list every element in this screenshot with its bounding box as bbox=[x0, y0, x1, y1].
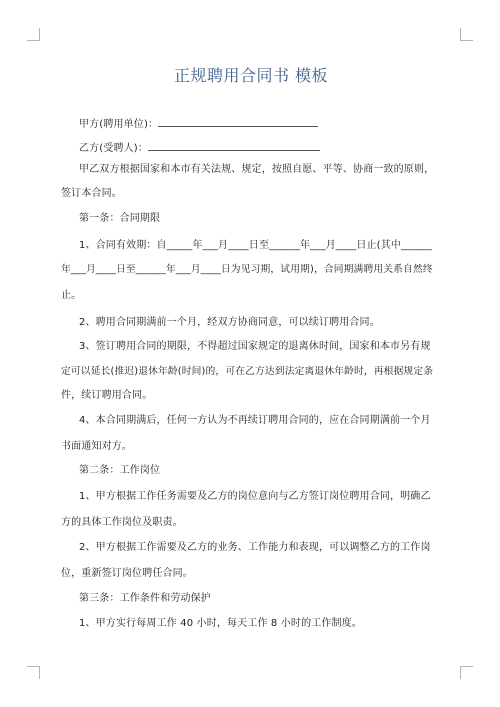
crop-mark-bottom-left bbox=[27, 666, 40, 679]
paragraph-line: 定可以延长(推迟)退休年龄(时间)的，可在乙方达到法定离退休年龄时，再根据规定条 bbox=[61, 366, 434, 377]
paragraph-line: 1、合同有效期：自_____年___月____日至______年___月____日止(其中______ bbox=[79, 240, 432, 251]
party-b-line bbox=[79, 140, 441, 156]
article-heading: 第二条：工作岗位 bbox=[79, 465, 161, 476]
crop-mark-top-right bbox=[460, 28, 473, 41]
paragraph-line: 件，续订聘用合同。 bbox=[61, 390, 153, 401]
paragraph-line: 甲乙双方根据国家和本市有关法规、规定，按照自愿、平等、协商一致的原则， bbox=[79, 164, 435, 175]
party-b-label: 乙方(受聘人)： bbox=[79, 143, 149, 154]
document-title: 正规聘用合同书 模板 bbox=[173, 66, 329, 85]
crop-mark-bottom-right bbox=[460, 666, 473, 679]
party-a-blank[interactable] bbox=[158, 116, 318, 127]
paragraph-line: 签订本合同。 bbox=[61, 188, 122, 199]
paragraph-line: 2、甲方根据工作需要及乙方的业务、工作能力和表现，可以调整乙方的工作岗 bbox=[79, 542, 431, 553]
article-heading: 第一条：合同期限 bbox=[79, 213, 161, 224]
paragraph-line: 1、甲方实行每周工作 40 小时，每天工作 8 小时的工作制度。 bbox=[79, 618, 362, 629]
party-a-label: 甲方(聘用单位)： bbox=[79, 119, 159, 130]
paragraph-line: 1、甲方根据工作任务需要及乙方的岗位意向与乙方签订岗位聘用合同，明确乙 bbox=[79, 491, 431, 502]
crop-mark-top-left bbox=[27, 28, 40, 41]
paragraph-line: 书面通知对方。 bbox=[61, 441, 133, 452]
party-a-line bbox=[79, 116, 441, 132]
paragraph-line: 3、签订聘用合同的期限，不得超过国家规定的退离休时间，国家和本市另有规 bbox=[79, 341, 431, 352]
article-heading: 第三条：工作条件和劳动保护 bbox=[79, 593, 211, 604]
paragraph-line: 年___月____日至______年___月____日为见习期，试用期)，合同期满聘用关系自然终 bbox=[61, 264, 433, 275]
paragraph-line: 方的具体工作岗位及职责。 bbox=[61, 517, 183, 528]
party-b-blank[interactable] bbox=[148, 140, 320, 151]
paragraph-line: 止。 bbox=[61, 290, 82, 301]
paragraph-line: 位，重新签订岗位聘任合同。 bbox=[61, 568, 193, 579]
paragraph-line: 2、聘用合同期满前一个月，经双方协商同意，可以续订聘用合同。 bbox=[79, 317, 380, 328]
paragraph-line: 4、本合同期满后，任何一方认为不再续订聘用合同的，应在合同期满前一个月 bbox=[79, 415, 431, 426]
